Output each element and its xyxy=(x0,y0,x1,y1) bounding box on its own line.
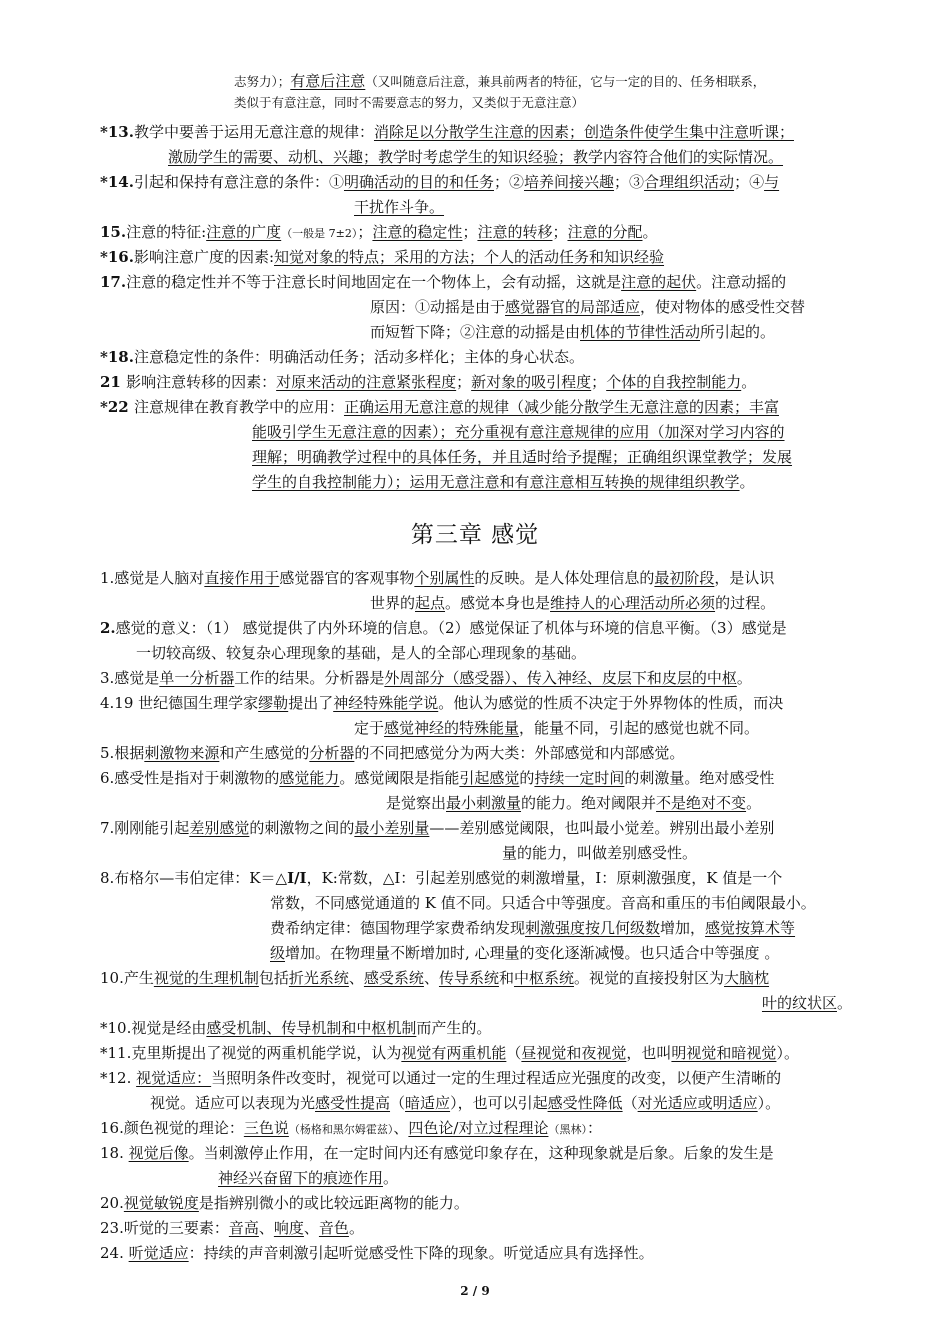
item-14-cont xyxy=(100,195,852,220)
text-segment: 新对象的吸引程度 xyxy=(471,373,592,391)
text-segment: 维持人的心理活动所必须 xyxy=(550,594,716,612)
text-segment: 暗适应 xyxy=(405,1094,451,1112)
item-16 xyxy=(100,245,852,270)
item-1 xyxy=(100,566,852,591)
text-segment: ，是认识 xyxy=(714,569,775,587)
text-segment: 提出了 xyxy=(288,694,334,712)
text-segment: 的 xyxy=(519,769,535,787)
item-13-cont xyxy=(100,145,852,170)
text-segment: （杨格和黑尔姆霍兹） xyxy=(288,1123,394,1136)
text-segment: 神经兴奋留下的痕迹作用 xyxy=(218,1169,384,1187)
text-segment: *22 xyxy=(100,398,134,416)
text-segment: 注意的稳定性并不等于注意长时间地固定在一个物体上，会有动摇，这就是 xyxy=(126,273,622,291)
text-segment: 响度 xyxy=(273,1219,304,1237)
text-segment: ），也可以引起 xyxy=(450,1094,548,1112)
item-24 xyxy=(100,1241,852,1266)
text-segment: （黑林） xyxy=(548,1123,587,1136)
text-segment: 明视觉和暗视觉 xyxy=(671,1044,777,1062)
text-segment: 引起和保持有意注意的条件： xyxy=(133,173,329,191)
text-segment: ； xyxy=(456,373,472,391)
text-segment: 7.刚刚能引起 xyxy=(100,819,190,837)
text-segment: 。 xyxy=(736,669,752,687)
text-segment: 感觉器官的客观事物 xyxy=(279,569,415,587)
text-segment: ）。 xyxy=(757,1094,781,1112)
text-segment: *14. xyxy=(100,173,134,191)
text-segment: ； xyxy=(357,223,373,241)
item-11 xyxy=(100,1041,852,1066)
text-segment: 感觉的意义：（1） 感觉提供了内外环境的信息。（2）感觉保证了机体与环境的信息平衡。（3）感觉是 xyxy=(115,619,787,637)
text-segment: 注意稳定性的条件：明确活动任务；活动多样化；主体的身心状态。 xyxy=(133,348,584,366)
text-segment: 理解；明确教学过程中的具体任务，并且适时给予提醒；正确组织课堂教学；发展 xyxy=(252,448,793,466)
item-5 xyxy=(100,741,852,766)
text-segment: 差别感觉 xyxy=(189,819,250,837)
text-segment: 。 xyxy=(836,994,852,1012)
text-segment: 视觉的生理机制 xyxy=(153,969,259,987)
text-segment: 感觉能力 xyxy=(279,769,340,787)
item-22-cont xyxy=(100,470,852,495)
text-segment: 视觉后像 xyxy=(128,1144,189,1162)
text-segment: I/I xyxy=(287,869,307,887)
text-segment: 、 xyxy=(423,969,439,987)
text-segment: 折光系统 xyxy=(288,969,349,987)
text-segment: （一般是 7±2） xyxy=(281,227,358,240)
sensation-items xyxy=(100,566,852,1266)
text-segment: 、 xyxy=(303,1219,319,1237)
text-segment: 培养间接兴趣 xyxy=(524,173,615,191)
item-4-cont xyxy=(100,716,852,741)
text-segment: 音高 xyxy=(228,1219,259,1237)
text-segment: 。 xyxy=(642,223,658,241)
text-line xyxy=(100,92,852,114)
text-segment: 、 xyxy=(393,1119,409,1137)
text-segment: ，K:常数，△I：引起差别感觉的刺激增量，I：原刺激强度，K 值是一个 xyxy=(306,869,783,887)
item-18 xyxy=(100,1141,852,1166)
text-segment: 知觉对象的特点；采用的方法；个人的活动任务和知识经验 xyxy=(274,248,665,266)
text-segment: 、 xyxy=(348,969,364,987)
text-segment: 5.根据 xyxy=(100,744,145,762)
text-segment: ，也叫 xyxy=(626,1044,672,1062)
continuation-block xyxy=(100,70,852,114)
text-segment: 4.19 世纪德国生理学家 xyxy=(100,694,259,712)
chapter-title: 第三章 感觉 xyxy=(410,522,540,548)
text-segment: 感受性提高 xyxy=(315,1094,391,1112)
text-segment: *13. xyxy=(100,123,134,141)
text-segment: 注意的广度 xyxy=(206,223,282,241)
text-segment: 中枢系统 xyxy=(513,969,574,987)
item-22-cont xyxy=(100,420,852,445)
text-segment: 刺激物来源 xyxy=(144,744,220,762)
text-segment: 昼视觉和夜视觉 xyxy=(521,1044,627,1062)
text-segment: 。 xyxy=(348,1219,364,1237)
text-segment: 。 xyxy=(383,1169,399,1187)
text-segment: 叶的纹状区 xyxy=(761,994,837,1012)
text: 类似于有意注意，同时不需要意志的努力，又类似于无意注意） xyxy=(234,95,585,110)
text-segment: 。注意动摇的 xyxy=(696,273,787,291)
item-7 xyxy=(100,816,852,841)
text-segment: 和 xyxy=(498,969,514,987)
text-segment: 3.感觉是 xyxy=(100,669,160,687)
text-segment: 包括 xyxy=(258,969,289,987)
text-segment: 世界的 xyxy=(370,594,416,612)
text-segment: 增加。在物理量不断增加时, 心理量的变化逐渐减慢。也只适合中等强度 。 xyxy=(285,944,780,962)
text-segment: 个别属性 xyxy=(414,569,475,587)
item-1-cont xyxy=(100,591,852,616)
text-segment: 级 xyxy=(270,944,286,962)
text-segment: 学生的自我控制能力）；运用无意注意和有意注意相互转换的规律组织教学 xyxy=(252,473,740,491)
text-segment: 视觉敏锐度 xyxy=(123,1194,199,1212)
text-segment: 而产生的。 xyxy=(416,1019,492,1037)
item-10-cont xyxy=(100,991,852,1016)
text-segment: 。 xyxy=(741,373,757,391)
text-segment: 机体的节律性活动 xyxy=(580,323,701,341)
text-segment: 刺激强度按几何级数 xyxy=(525,919,661,937)
text-segment: 。感觉阈限是指能 xyxy=(339,769,460,787)
text-segment: ； xyxy=(591,373,607,391)
text-segment: （ xyxy=(390,1094,406,1112)
text-segment: 个体的自我控制能力 xyxy=(606,373,742,391)
text-segment: 缪勒 xyxy=(258,694,289,712)
text-segment: ，能量不同，引起的感觉也就不同。 xyxy=(519,719,760,737)
text-segment: 起点 xyxy=(415,594,446,612)
text-segment: 是觉察出 xyxy=(386,794,447,812)
text-segment: 外周部分（感受器）、传入神经、皮层下和皮层的中枢 xyxy=(384,669,737,687)
text-segment: 。他认为感觉的性质不决定于外界物体的性质，而决 xyxy=(438,694,784,712)
text-segment: 当照明条件改变时，视觉可以通过一定的生理过程适应光强度的改变，以便产生清晰的 xyxy=(211,1069,782,1087)
text-segment: 对原来活动的注意紧张程度 xyxy=(276,373,457,391)
text-segment: *12. xyxy=(100,1069,137,1087)
text-segment: 15. xyxy=(100,223,127,241)
text-segment: 对光适应或明适应 xyxy=(637,1094,758,1112)
item-13 xyxy=(100,120,852,145)
text-segment: 费希纳定律：德国物理学家费希纳发现 xyxy=(270,919,526,937)
text-segment: ——差别感觉阈限，也叫最小觉差。辨别出最小差别 xyxy=(429,819,775,837)
text-segment: 的刺激量。绝对感受性 xyxy=(624,769,775,787)
text-segment: *11.克里斯提出了视觉的两重机能学说，认为 xyxy=(100,1044,402,1062)
text-segment: 21 xyxy=(100,373,127,391)
text-segment: 2. xyxy=(100,619,116,637)
text-segment: 直接作用于 xyxy=(204,569,280,587)
text-segment: 注意的起伏 xyxy=(621,273,697,291)
text-segment: 。 xyxy=(746,794,762,812)
text-segment: *16. xyxy=(100,248,134,266)
text-segment: 一切较高级、较复杂心理现象的基础，是人的全部心理现象的基础。 xyxy=(136,644,587,662)
text-segment: 视觉。适应可以表现为光 xyxy=(150,1094,316,1112)
text-segment: 24. xyxy=(100,1244,129,1262)
text-segment: 17. xyxy=(100,273,127,291)
text-segment: 10.产生 xyxy=(100,969,154,987)
text-line xyxy=(100,70,852,92)
attention-items xyxy=(100,120,852,495)
text-segment: 量的能力，叫做差别感受性。 xyxy=(502,844,698,862)
text-segment: 明确活动的目的和任务 xyxy=(343,173,494,191)
text-segment: ：持续的声音刺激引起听觉感受性下降的现象。听觉适应具有选择性。 xyxy=(188,1244,654,1262)
text-segment: 感觉按算术等 xyxy=(705,919,796,937)
text-segment: 正确运用无意注意的规律（减少能分散学生无意注意的因素；丰富 xyxy=(343,398,779,416)
text-segment: ；② xyxy=(494,173,525,191)
text-segment: 能吸引学生无意注意的因素）；充分重视有意注意规律的应用（加深对学习内容的 xyxy=(252,423,785,441)
text-segment: 的反映。是人体处理信息的 xyxy=(474,569,655,587)
text-segment: 激励学生的需要、动机、兴趣；教学时考虑学生的知识经验；教学内容符合他们的实际情况。 xyxy=(168,148,784,166)
text-segment: 。 xyxy=(739,473,755,491)
text-segment: ；③ xyxy=(614,173,645,191)
item-8-cont xyxy=(100,891,852,916)
text-segment: 18. xyxy=(100,1144,129,1162)
text-segment: 感受系统 xyxy=(363,969,424,987)
item-17 xyxy=(100,270,852,295)
item-22 xyxy=(100,395,852,420)
text-segment: 分析器 xyxy=(309,744,355,762)
text-segment: 是指辨别微小的或比较远距离物的能力。 xyxy=(198,1194,469,1212)
text-segment: 注意规律在教育教学中的应用： xyxy=(133,398,344,416)
text-segment: ； xyxy=(552,223,568,241)
item-6-cont xyxy=(100,791,852,816)
item-20 xyxy=(100,1191,852,1216)
text-segment: 定于 xyxy=(354,719,385,737)
text-segment: 感受机制、传导机制和中枢机制 xyxy=(206,1019,417,1037)
text-segment: 视觉适应： xyxy=(136,1069,212,1087)
text-segment: 而短暂下降；②注意的动摇是由 xyxy=(370,323,581,341)
text: 志努力） xyxy=(234,74,278,89)
text-segment: ： xyxy=(586,1119,602,1137)
text-segment: 最小差别量 xyxy=(354,819,430,837)
text-segment: ）。 xyxy=(776,1044,799,1062)
text-segment: 影响注意广度的因素: xyxy=(133,248,275,266)
item-8 xyxy=(100,866,852,891)
text-segment: ；④ xyxy=(734,173,765,191)
text-segment: 三色说 xyxy=(243,1119,289,1137)
item-15 xyxy=(100,220,852,245)
text-segment: 感觉神经的特殊能量 xyxy=(384,719,520,737)
text-segment: 6.感受性是指对于刺激物的 xyxy=(100,769,280,787)
text-segment: 的刺激物之间的 xyxy=(249,819,355,837)
text-segment: 持续一定时间 xyxy=(534,769,625,787)
text-segment: 感觉器官的局部适应 xyxy=(505,298,641,316)
text-segment: 音色 xyxy=(318,1219,349,1237)
item-16 xyxy=(100,1116,852,1141)
text-segment: 20. xyxy=(100,1194,124,1212)
text-segment: （ xyxy=(622,1094,638,1112)
text-segment: 的不同把感觉分为两大类：外部感觉和内部感觉。 xyxy=(354,744,685,762)
text-segment: 。视觉的直接投射区为 xyxy=(574,969,725,987)
text-segment: 注意的分配 xyxy=(567,223,643,241)
text-segment: 大脑枕 xyxy=(724,969,770,987)
item-14 xyxy=(100,170,852,195)
text-segment: 单一分析器 xyxy=(159,669,235,687)
text-segment: 消除足以分散学生注意的因素；创造条件使学生集中注意听课； xyxy=(373,123,794,141)
item-10 xyxy=(100,966,852,991)
text-segment: 的能力。绝对阈限并 xyxy=(521,794,657,812)
text-segment: 的过程。 xyxy=(715,594,776,612)
text-segment: 传导系统 xyxy=(438,969,499,987)
text-segment: 8.布格尔—韦伯定律：K＝△ xyxy=(100,869,288,887)
item-3 xyxy=(100,666,852,691)
page-number: 2 / 9 xyxy=(460,1284,490,1298)
text-segment: 常数，不同感觉通道的 K 值不同。只适合中等强度。音高和重压的韦伯阈限最小。 xyxy=(270,894,816,912)
text-segment: 16.颜色视觉的理论： xyxy=(100,1119,244,1137)
term: 有意后注意 xyxy=(290,72,366,90)
text-segment: 工作的结果。分析器是 xyxy=(234,669,385,687)
item-17-cont xyxy=(100,320,852,345)
item-6 xyxy=(100,766,852,791)
text-segment: 注意的转移 xyxy=(477,223,553,241)
text-segment: 视觉有两重机能 xyxy=(401,1044,507,1062)
text-segment: 。当刺激停止作用，在一定时间内还有感觉印象存在，这种现象就是后象。后象的发生是 xyxy=(188,1144,774,1162)
text-segment: 所引起的。 xyxy=(700,323,776,341)
text-segment: 引起感觉 xyxy=(459,769,520,787)
item-18 xyxy=(100,345,852,370)
text-segment: 教学中要善于运用无意注意的规律： xyxy=(133,123,374,141)
item-12-cont xyxy=(100,1091,852,1116)
item-17-cont xyxy=(100,295,852,320)
item-21 xyxy=(100,370,852,395)
text-segment: ① xyxy=(328,173,344,191)
text-segment: 23.听觉的三要素： xyxy=(100,1219,229,1237)
text-segment: 、 xyxy=(258,1219,274,1237)
text-segment: 最小刺激量 xyxy=(446,794,522,812)
text-segment: 与 xyxy=(764,173,780,191)
text: （又叫随意后注意，兼具前两者的特征，它与一定的目的、任务相联系， xyxy=(365,74,766,89)
text-segment: 和产生感觉的 xyxy=(219,744,310,762)
text-segment: *10.视觉是经由 xyxy=(100,1019,207,1037)
item-23 xyxy=(100,1216,852,1241)
item-18-cont xyxy=(100,1166,852,1191)
text-segment: 最初阶段 xyxy=(654,569,715,587)
text-segment: 不是绝对不变 xyxy=(656,794,747,812)
text-segment: ； xyxy=(462,223,478,241)
item-22-cont xyxy=(100,445,852,470)
text-segment: 1.感觉是人脑对 xyxy=(100,569,205,587)
text-segment: 四色论/对立过程理论 xyxy=(408,1119,549,1137)
text-segment: 神经特殊能学说 xyxy=(333,694,439,712)
text-segment: 感受性降低 xyxy=(547,1094,623,1112)
text-segment: 增加， xyxy=(660,919,706,937)
text-segment: 。感觉本身也是 xyxy=(445,594,551,612)
item-2-cont xyxy=(100,641,852,666)
item-8-cont xyxy=(100,916,852,941)
text-segment: 注意的稳定性 xyxy=(372,223,463,241)
item-4 xyxy=(100,691,852,716)
text-segment: 原因：①动摇是由于 xyxy=(370,298,506,316)
text-segment: 干扰作斗争。 xyxy=(354,198,445,216)
item-2 xyxy=(100,616,852,641)
text-segment: 合理组织活动 xyxy=(644,173,735,191)
item-7-cont xyxy=(100,841,852,866)
text-segment: 注意的特征: xyxy=(126,223,207,241)
text: ； xyxy=(277,74,291,89)
text-segment: ，使对物体的感受性交替 xyxy=(640,298,806,316)
text-segment: 听觉适应 xyxy=(128,1244,189,1262)
text-segment: *18. xyxy=(100,348,134,366)
text-segment: 影响注意转移的因素： xyxy=(126,373,277,391)
item-12 xyxy=(100,1066,852,1091)
item-10b xyxy=(100,1016,852,1041)
item-8-cont xyxy=(100,941,852,966)
text-segment: （ xyxy=(506,1044,522,1062)
